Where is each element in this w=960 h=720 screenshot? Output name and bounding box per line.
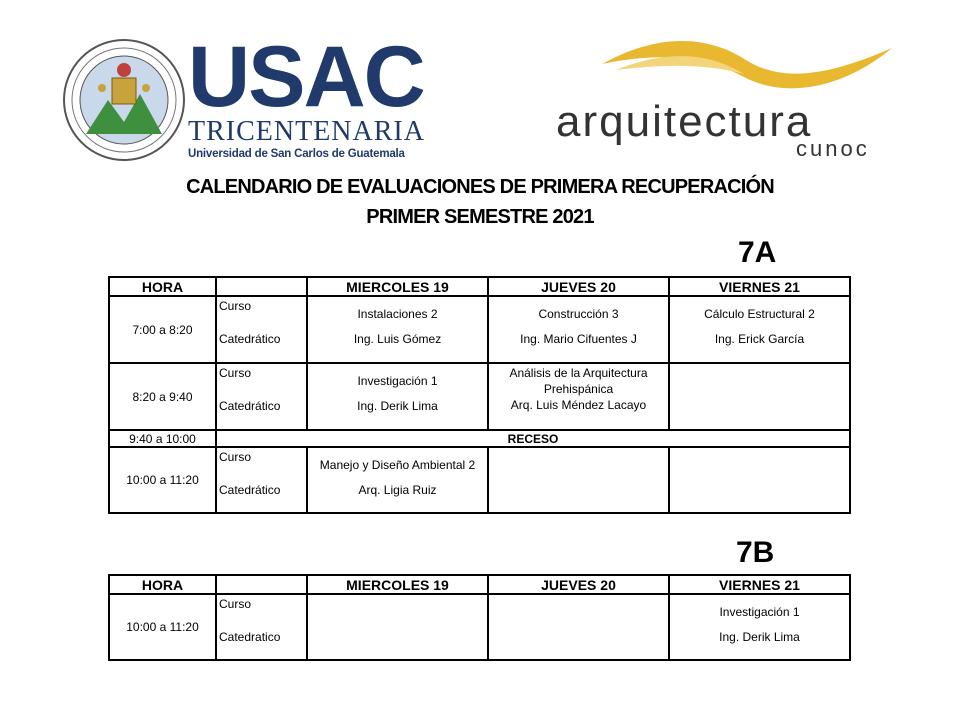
course-cell bbox=[307, 296, 488, 363]
course-name: Cálculo Estructural 2 bbox=[704, 307, 815, 321]
header-jueves: JUEVES 20 bbox=[488, 277, 669, 296]
table-header-row bbox=[109, 277, 850, 296]
curso-label: Curso bbox=[219, 597, 252, 611]
curso-label: Curso bbox=[219, 299, 252, 313]
usac-university-text: Universidad de San Carlos de Guatemala bbox=[188, 148, 405, 160]
recess-cell: RECESO bbox=[216, 430, 850, 447]
schedule-table-7a bbox=[108, 276, 851, 514]
hora-cell: 10:00 a 11:20 bbox=[109, 594, 216, 660]
header-hora: HORA bbox=[109, 575, 216, 594]
usac-tricentenaria-text: TRICENTENARIA bbox=[188, 116, 425, 147]
professor-name: Ing. Derik Lima bbox=[357, 399, 438, 413]
header-label bbox=[216, 575, 307, 594]
course-name: Manejo y Diseño Ambiental 2 bbox=[319, 458, 476, 472]
professor-name: Ing. Luis Gómez bbox=[353, 332, 442, 346]
professor-name: Arq. Luis Méndez Lacayo bbox=[510, 398, 647, 412]
usac-seal-logo bbox=[62, 38, 186, 162]
course-name: Construcción 3 bbox=[538, 307, 619, 321]
label-cell bbox=[216, 447, 307, 513]
course-cell-empty bbox=[488, 594, 669, 660]
professor-name: Ing. Erick García bbox=[714, 332, 805, 346]
group-label-7b: 7B bbox=[736, 536, 775, 569]
table-row-recess bbox=[109, 430, 850, 447]
catedratico-label: Catedratico bbox=[219, 630, 281, 644]
header-label bbox=[216, 277, 307, 296]
table-row bbox=[109, 363, 850, 430]
course-cell-empty bbox=[488, 447, 669, 513]
header-miercoles: MIERCOLES 19 bbox=[307, 575, 488, 594]
course-name-continued: Prehispánica bbox=[543, 382, 614, 396]
professor-name: Ing. Mario Cifuentes J bbox=[520, 332, 637, 346]
course-cell bbox=[307, 363, 488, 430]
header-viernes: VIERNES 21 bbox=[669, 277, 850, 296]
hora-cell: 9:40 a 10:00 bbox=[109, 430, 216, 447]
table-row bbox=[109, 594, 850, 660]
header-viernes: VIERNES 21 bbox=[669, 575, 850, 594]
page-title: CALENDARIO DE EVALUACIONES DE PRIMERA RECUPERACIÓN bbox=[186, 176, 774, 198]
course-name: Investigación 1 bbox=[719, 605, 800, 619]
course-cell-empty bbox=[669, 447, 850, 513]
professor-name: Ing. Derik Lima bbox=[719, 630, 800, 644]
header-jueves: JUEVES 20 bbox=[488, 575, 669, 594]
course-cell bbox=[488, 363, 669, 430]
curso-label: Curso bbox=[219, 450, 252, 464]
course-name: Instalaciones 2 bbox=[357, 307, 438, 321]
header-hora: HORA bbox=[109, 277, 216, 296]
arquitectura-logo-text: arquitectura bbox=[556, 97, 813, 146]
table-row bbox=[109, 296, 850, 363]
course-cell-empty bbox=[307, 594, 488, 660]
catedratico-label: Catedrático bbox=[219, 483, 281, 497]
table-header-row bbox=[109, 575, 850, 594]
curso-label: Curso bbox=[219, 366, 252, 380]
header-miercoles: MIERCOLES 19 bbox=[307, 277, 488, 296]
course-cell bbox=[307, 447, 488, 513]
course-name: Análisis de la Arquitectura bbox=[509, 366, 648, 380]
professor-name: Arq. Ligia Ruiz bbox=[358, 483, 437, 497]
usac-wordmark bbox=[188, 29, 428, 160]
hora-cell: 7:00 a 8:20 bbox=[109, 296, 216, 363]
schedule-table-7b bbox=[108, 574, 851, 661]
hora-cell: 10:00 a 11:20 bbox=[109, 447, 216, 513]
group-label-7a: 7A bbox=[738, 236, 777, 269]
course-cell bbox=[669, 594, 850, 660]
label-cell bbox=[216, 594, 307, 660]
catedratico-label: Catedrático bbox=[219, 332, 281, 346]
table-row bbox=[109, 447, 850, 513]
page-subtitle: PRIMER SEMESTRE 2021 bbox=[366, 206, 594, 228]
course-cell bbox=[488, 296, 669, 363]
cunoc-logo-text: cunoc bbox=[796, 136, 870, 161]
label-cell bbox=[216, 296, 307, 363]
course-cell-empty bbox=[669, 363, 850, 430]
course-name: Investigación 1 bbox=[357, 374, 438, 388]
catedratico-label: Catedrático bbox=[219, 399, 281, 413]
usac-logo-text: USAC bbox=[188, 29, 424, 125]
hora-cell: 8:20 a 9:40 bbox=[109, 363, 216, 430]
course-cell bbox=[669, 296, 850, 363]
label-cell bbox=[216, 363, 307, 430]
